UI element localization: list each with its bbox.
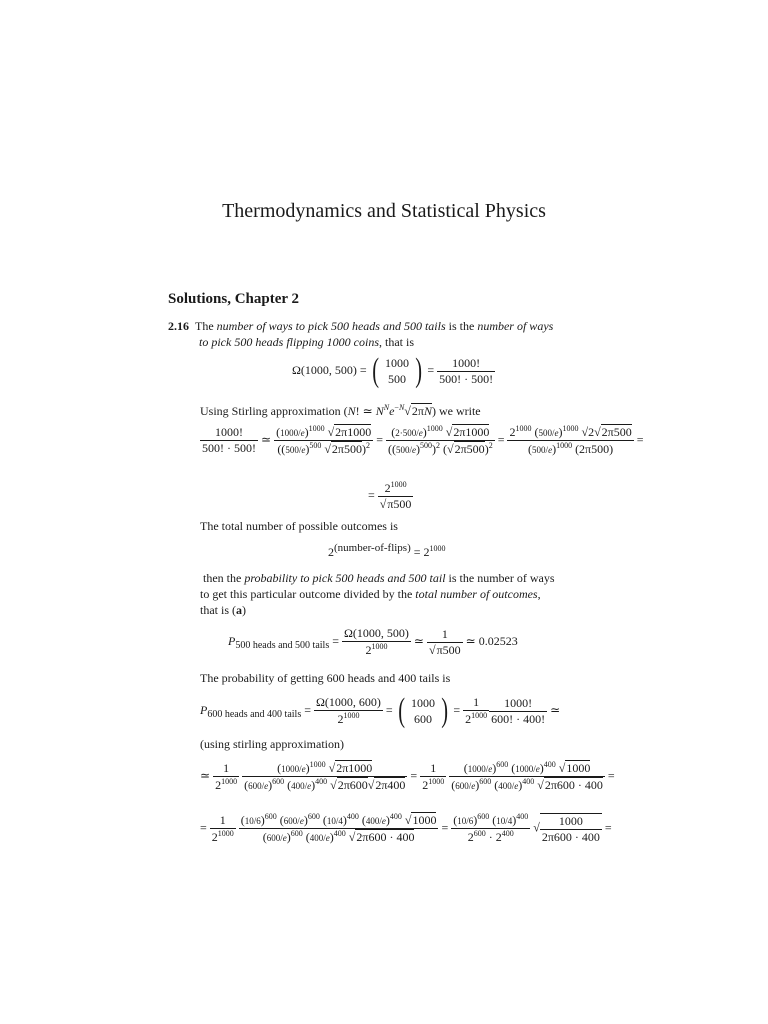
omega-equation: Ω(1000, 500) = ( 1000 500 ) = $\frac{1000!}{500! \cdot 500!}$ xyxy=(292,352,494,389)
section-heading: Solutions, Chapter 2 xyxy=(168,291,300,307)
total-outcomes-text: The total number of possible outcomes is xyxy=(200,519,398,533)
stirling-result: = $\frac{2^{1000}}{√\pi 500}$ xyxy=(368,480,412,511)
stirling-chain-equation: $\frac{1000!}{500! \cdot 500!}$ ≃ $\frac{(1000/e)^{1000} √2\pi 1000}{((500/e)^{500} √2\pi 500)^2}$ = $\frac{(2\cdot 500/e)^{1000} √2\pi 1000}{((500/e)^{500})^2 (√2\pi 500)^2}$ = $\frac{2^{1000} (500/e)^{1000} √2√2\pi 500}{(500/e)^{1000} (2\pi 500)}$ = xyxy=(202,424,644,456)
p500-equation: $P_{500 heads and 500 tails}$ = $\frac{\Omega(1000, 500)}{2^{1000}}$ ≃ $\frac{1}{√\pi 500}$ ≃ 0.02523 xyxy=(228,626,518,657)
using-stirling-text: (using stirling approximation) xyxy=(200,737,344,751)
prob600-text: The probability of getting 600 heads and 400 tails is xyxy=(200,671,451,685)
stirling-text: Using Stirling approximation (N! ≃ $N^Ne^{-N}√2\pi N$) we write xyxy=(200,403,481,418)
expansion-line-2: = $\frac{1}{2^{1000}}$ $\frac{(10/6)^{600} (600/e)^{600} (10/4)^{400} (400/e)^{400} √1000}{(600/e)^{600} (400/e)^{400} √2\pi 600 \cdot 400}$ = $\frac{(10/6)^{600} (10/4)^{400}}{2^{600} \cdot 2^{400}}$ √ $\frac{1000}{2\pi 600 \cdot 400}$ = xyxy=(200,812,612,844)
probability-paragraph: then the probability to pick 500 heads and 500 tail is the number of ways to get this particular outcome divided by the total number of outcomes, that is (a) xyxy=(200,571,555,617)
p600-equation: $P_{600 heads and 400 tails}$ = $\frac{\Omega(1000, 600)}{2^{1000}}$ = ( 1000 600 ) = $\frac{1}{2^{1000}}$ $\frac{1000!}{600! \cdot 400!}$ ≃ xyxy=(200,692,561,729)
total-outcomes-equation: $2^{(number-of-flips)} = 2^{1000}$ xyxy=(328,542,446,559)
problem-number: 2.16 xyxy=(168,319,189,333)
p500-value: ≃ 0.02523 xyxy=(465,633,518,648)
page-title: Thermodynamics and Statistical Physics xyxy=(222,200,546,222)
problem-intro: 2.16 The number of ways to pick 500 heads and 500 tails is the number of ways to pick 500 heads flipping 1000 coins, that is xyxy=(168,319,554,349)
expansion-line-1: ≃ $\frac{1}{2^{1000}}$ $\frac{(1000/e)^{1000} √2\pi 1000}{(600/e)^{600} (400/e)^{400} √2\pi 600√2\pi 400}$ = $\frac{1}{2^{1000}}$ $\frac{(1000/e)^{600} (1000/e)^{400} √1000}{(600/e)^{600} (400/e)^{400} √2\pi 600 \cdot 400}$ = xyxy=(200,760,615,792)
